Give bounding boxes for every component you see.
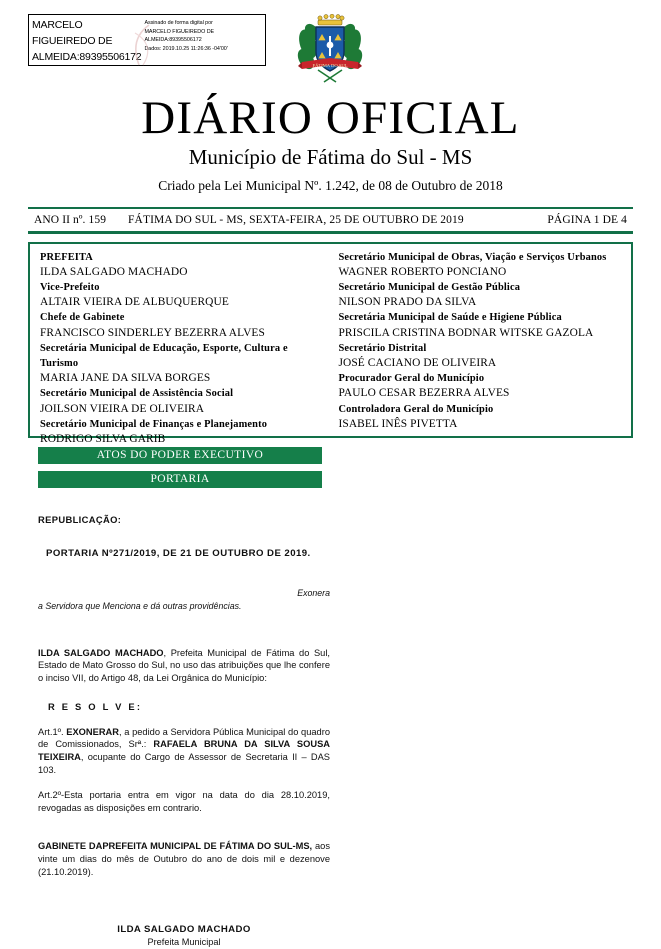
article-1-person: RAFAELA BRUNA DA SILVA SOUSA TEIXEIRA: [38, 739, 330, 763]
signature-meta-line-1: Assinado de forma digital por: [144, 20, 213, 26]
page-title: DIÁRIO OFICIAL: [141, 92, 520, 144]
section-banner-executive: ATOS DO PODER EXECUTIVO: [38, 447, 322, 464]
digital-signature-stamp: [28, 14, 266, 66]
official-name: RODRIGO SILVA GARIB: [40, 432, 166, 445]
official-role: Secretário Distrital: [338, 342, 427, 354]
issue-place-date: FÁTIMA DO SUL - MS, SEXTA-FEIRA, 25 DE OUTUBRO DE 2019: [128, 213, 464, 226]
signatory-role: Prefeita Municipal: [147, 936, 221, 947]
issue-line: [28, 209, 633, 231]
officials-column-right: [331, 250, 632, 428]
article-1-verb: EXONERAR: [66, 726, 119, 737]
official-role: Procurador Geral do Município: [338, 373, 485, 385]
official-name: MARIA JANE DA SILVA BORGES: [40, 372, 211, 385]
article-1: [38, 726, 330, 777]
closing-office-label: GABINETE DAPREFEITA MUNICIPAL DE FÁTIMA DO SUL-MS,: [38, 841, 313, 852]
resolve-label: R E S O L V E:: [48, 701, 143, 713]
masthead-subtitle: Município de Fátima do Sul - MS: [188, 145, 473, 169]
preamble-text: , Prefeita Municipal de Fátima do Sul, Estado de Mato Grosso do Sul, no uso das atribuições que lhe confere o inciso VII, do Artigo 48, da Lei Orgânica do Município:: [38, 647, 330, 684]
signature-meta-line-2: MARCELO FIGUEIREDO DE: [144, 28, 215, 35]
signature-metadata: [141, 15, 265, 65]
official-role: Secretário Municipal de Assistência Social: [40, 388, 234, 400]
official-name: FRANCISCO SINDERLEY BEZERRA ALVES: [40, 326, 265, 339]
header-rule-bottom: [28, 231, 633, 234]
article-2: Art.2º-Esta portaria entra em vigor na data do dia 28.10.2019, revogadas as disposições em contrario.: [38, 789, 330, 813]
masthead-law-line: Criado pela Lei Municipal Nº. 1.242, de 08 de Outubro de 2018: [158, 178, 503, 193]
municipal-coat-of-arms-icon: [296, 14, 364, 88]
ementa-lead: Exonera: [297, 587, 330, 598]
signatory-name: ILDA SALGADO MACHADO: [117, 923, 251, 935]
preamble-mayor-name: ILDA SALGADO MACHADO: [38, 647, 164, 658]
official-name: NILSON PRADO DA SILVA: [338, 296, 477, 309]
republication-label: REPUBLICAÇÃO:: [38, 513, 122, 525]
section-banner-portaria: PORTARIA: [38, 471, 322, 488]
article-1-prefix: Art.1º.: [38, 726, 67, 737]
official-name: ILDA SALGADO MACHADO: [40, 265, 188, 278]
article-1-suffix: , ocupante do Cargo de Assessor de Secretaria II – DAS 103.: [38, 752, 330, 776]
closing-paragraph: [38, 840, 330, 878]
officials-column-left: [30, 250, 331, 445]
official-role: PREFEITA: [40, 251, 93, 263]
official-name: JOSÉ CACIANO DE OLIVEIRA: [338, 356, 497, 369]
signature-block: [38, 923, 330, 949]
officials-roster: [28, 242, 633, 445]
article-1-middle: , a pedido a Servidora Pública Municipal do quadro de Comissionados, Srª.:: [38, 726, 330, 750]
issue-number: ANO II nº. 159: [34, 213, 107, 226]
official-role: Secretária Municipal de Saúde e Higiene Pública: [338, 312, 562, 324]
official-role: Secretária Municipal de Educação, Esporte, Cultura e Turismo: [40, 342, 288, 369]
official-name: PRISCILA CRISTINA BODNAR WITSKE GAZOLA: [338, 326, 594, 339]
signature-certificate-name: MARCELO FIGUEIREDO DE ALMEIDA:89395506172: [32, 19, 142, 63]
document-body: [38, 514, 330, 949]
closing-date-text: aos vinte um dias do mês de Outubro do ano de dois mil e dezenove (21.10.2019).: [38, 841, 330, 878]
official-name: PAULO CESAR BEZERRA ALVES: [338, 387, 510, 400]
svg-text:FÁTIMA DO SUL: FÁTIMA DO SUL: [312, 63, 348, 69]
official-name: ALTAIR VIEIRA DE ALBUQUERQUE: [40, 296, 229, 309]
signature-meta-line-4: Dados: 2019.10.25 11:26:36 -04'00': [144, 45, 228, 52]
page-indicator: PÁGINA 1 DE 4: [547, 213, 627, 226]
official-role: Secretário Municipal de Finanças e Planejamento: [40, 418, 268, 430]
official-role: Controladora Geral do Município: [338, 403, 494, 415]
portaria-heading: PORTARIA Nº271/2019, DE 21 DE OUTUBRO DE 2019.: [46, 548, 311, 560]
official-name: JOILSON VIEIRA DE OLIVEIRA: [40, 402, 205, 415]
ementa: [38, 587, 330, 613]
official-role: Chefe de Gabinete: [40, 312, 125, 324]
official-role: Secretário Municipal de Gestão Pública: [338, 281, 521, 293]
official-name: WAGNER ROBERTO PONCIANO: [338, 265, 507, 278]
signature-meta-line-3: ALMEIDA:89395506172: [144, 37, 202, 44]
official-role: Vice-Prefeito: [40, 281, 100, 293]
ementa-body: a Servidora que Menciona e dá outras providências.: [38, 600, 242, 611]
official-name: ISABEL INÊS PIVETTA: [338, 417, 458, 430]
preamble-paragraph: [38, 647, 330, 685]
official-role: Secretário Municipal de Obras, Viação e Serviços Urbanos: [338, 251, 607, 263]
